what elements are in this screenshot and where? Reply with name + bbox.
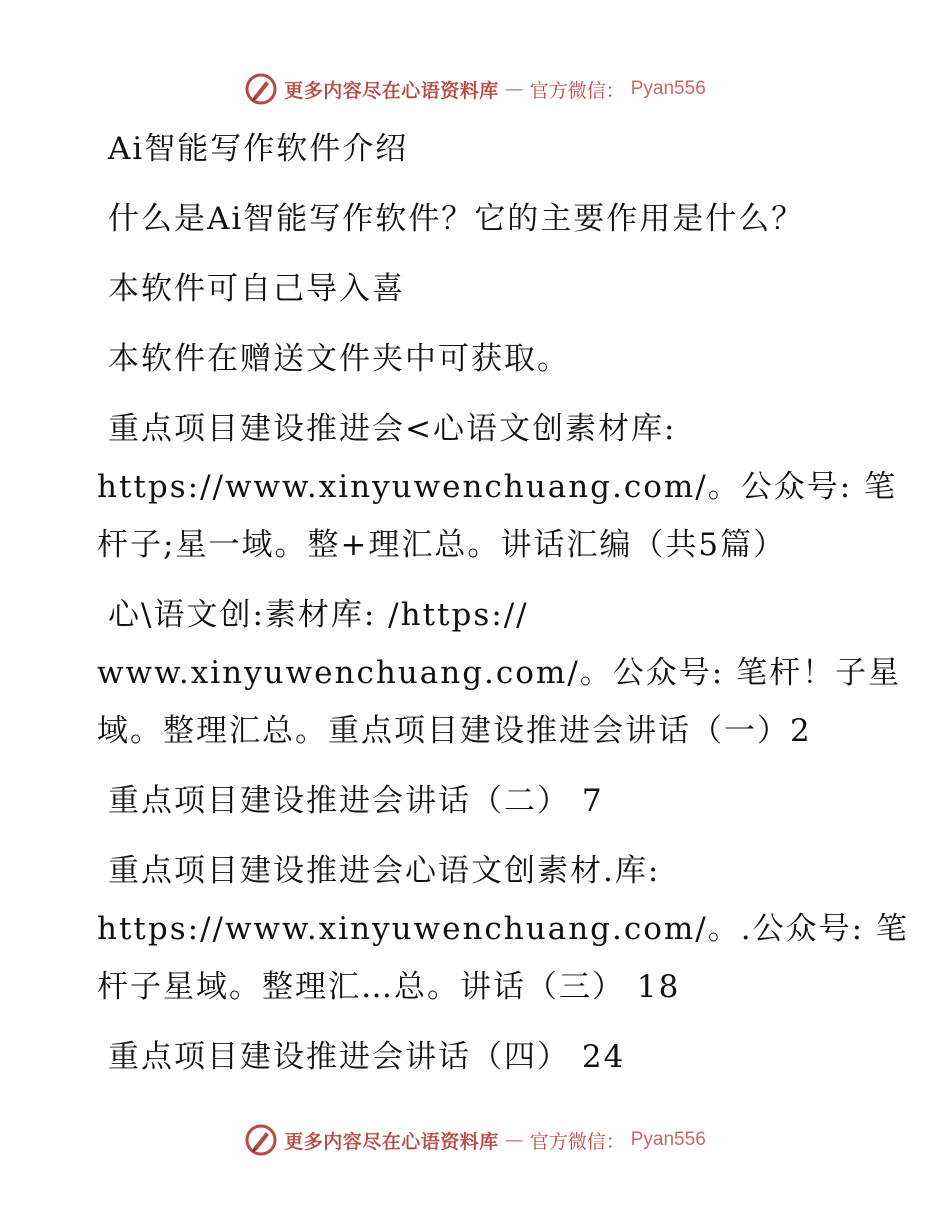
watermark-main-text: 更多内容尽在心语资料库 bbox=[284, 79, 499, 102]
document-body bbox=[0, 120, 950, 1086]
toc-entry: 重点项目建设推进会讲话（二） 7 bbox=[108, 783, 604, 819]
doc-paragraph-cont: https://www.xinyuwenchuang.com/。.公众号: 笔 bbox=[97, 911, 909, 947]
watermark-sub-text: 官方微信： bbox=[529, 1130, 625, 1153]
doc-paragraph-cont: www.xinyuwenchuang.com/。公众号: 笔杆！子星 bbox=[97, 655, 902, 691]
watermark-sub-text: 官方微信： bbox=[529, 79, 625, 102]
doc-paragraph: 重点项目建设推进会心语文创素材.库: bbox=[108, 853, 661, 889]
toc-entry: 重点项目建设推进会讲话（四） 24 bbox=[108, 1039, 626, 1075]
doc-paragraph: 本软件在赠送文件夹中可获取。 bbox=[108, 341, 570, 377]
doc-paragraph-cont: https://www.xinyuwenchuang.com/。公众号: 笔 bbox=[97, 469, 898, 505]
doc-paragraph: 本软件可自己导入喜 bbox=[108, 271, 405, 307]
toc-entry: 域。整理汇总。重点项目建设推进会讲话（一）2 bbox=[97, 713, 812, 749]
watermark-dash: — bbox=[504, 78, 524, 100]
pen-logo-icon bbox=[244, 1123, 278, 1157]
doc-paragraph: 重点项目建设推进会<心语文创素材库: bbox=[108, 411, 677, 447]
doc-title: Ai智能写作软件介绍 bbox=[108, 131, 409, 167]
doc-question: 什么是Ai智能写作软件？它的主要作用是什么？ bbox=[108, 201, 805, 237]
doc-paragraph-cont: 杆子;星一域。整+理汇总。讲话汇编（共5篇） bbox=[97, 527, 787, 563]
watermark-wechat-id: Pyan556 bbox=[630, 78, 706, 99]
footer-watermark bbox=[0, 1123, 950, 1157]
toc-entry: 杆子星域。整理汇…总。讲话（三） 18 bbox=[97, 969, 681, 1005]
watermark-dash: — bbox=[504, 1129, 524, 1151]
doc-paragraph: 心\语文创:素材库: /https:// bbox=[108, 597, 529, 633]
watermark-main-text: 更多内容尽在心语资料库 bbox=[284, 1130, 499, 1153]
pen-logo-icon bbox=[244, 72, 278, 106]
watermark-wechat-id: Pyan556 bbox=[630, 1129, 706, 1150]
header-watermark bbox=[0, 72, 950, 106]
